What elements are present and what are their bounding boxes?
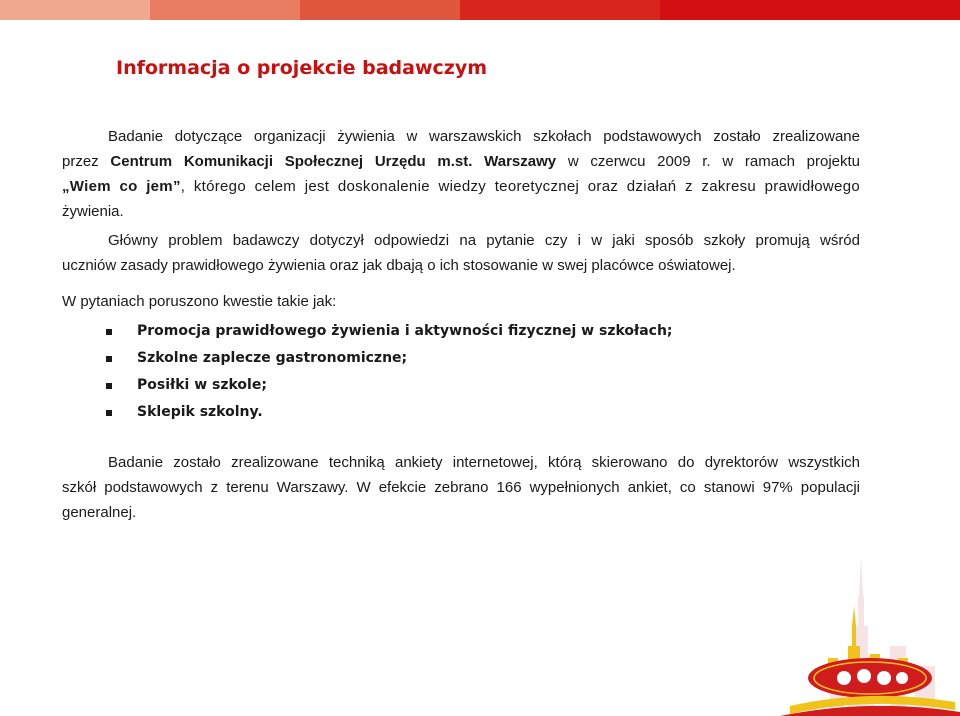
- bullet-square-icon: [106, 356, 112, 362]
- method-line-3: generalnej.: [62, 504, 137, 521]
- intro-line-4: żywienia.: [62, 203, 124, 220]
- project-name: „Wiem co jem”: [62, 178, 181, 195]
- problem-paragraph: [62, 228, 860, 278]
- header-stripe-3: [300, 0, 460, 20]
- problem-line-1: Główny problem badawczy dotyczył odpowiedzi na pytanie czy i w jaki sposób szkoły promują wśród: [108, 232, 860, 249]
- project-logo-icon: [770, 606, 960, 716]
- topics-list: [106, 318, 673, 426]
- list-item: Promocja prawidłowego żywienia i aktywności fizycznej w szkołach;: [106, 318, 673, 345]
- bullet-square-icon: [106, 329, 112, 335]
- questions-intro: W pytaniach poruszono kwestie takie jak:: [62, 293, 337, 310]
- intro-line-3: „Wiem co jem”, którego celem jest doskonalenie wiedzy teoretycznej oraz działań z zakresu prawidłowego: [62, 178, 860, 195]
- intro-line-1: Badanie dotyczące organizacji żywienia w warszawskich szkołach podstawowych zostało zrealizowane: [108, 128, 860, 145]
- method-line-1: Badanie zostało zrealizowane techniką ankiety internetowej, którą skierowano do dyrektorów wszystkich: [108, 454, 860, 471]
- header-stripe-4: [460, 0, 660, 20]
- intro-line-2: przez Centrum Komunikacji Społecznej Urzędu m.st. Warszawy w czerwcu 2009 r. w ramach projektu: [62, 153, 861, 170]
- page-title: Informacja o projekcie badawczym: [116, 57, 488, 79]
- header-stripe-2: [150, 0, 300, 20]
- header-stripe-1: [0, 0, 150, 20]
- header-stripe-5: [660, 0, 960, 20]
- list-item: Sklepik szkolny.: [106, 399, 673, 426]
- intro-paragraph: [62, 124, 860, 224]
- problem-line-2: uczniów zasady prawidłowego żywienia oraz jak dbają o ich stosowanie w swej placówce oświatowej.: [62, 257, 736, 274]
- method-line-2: szkół podstawowych z terenu Warszawy. W efekcie zebrano 166 wypełnionych ankiet, co stanowi 97% populacji: [62, 479, 860, 496]
- bullet-square-icon: [106, 383, 112, 389]
- list-item: Posiłki w szkole;: [106, 372, 673, 399]
- list-item: Szkolne zaplecze gastronomiczne;: [106, 345, 673, 372]
- bullet-square-icon: [106, 410, 112, 416]
- organization-name: Centrum Komunikacji Społecznej Urzędu m.st. Warszawy: [110, 153, 557, 170]
- method-paragraph: [62, 450, 860, 525]
